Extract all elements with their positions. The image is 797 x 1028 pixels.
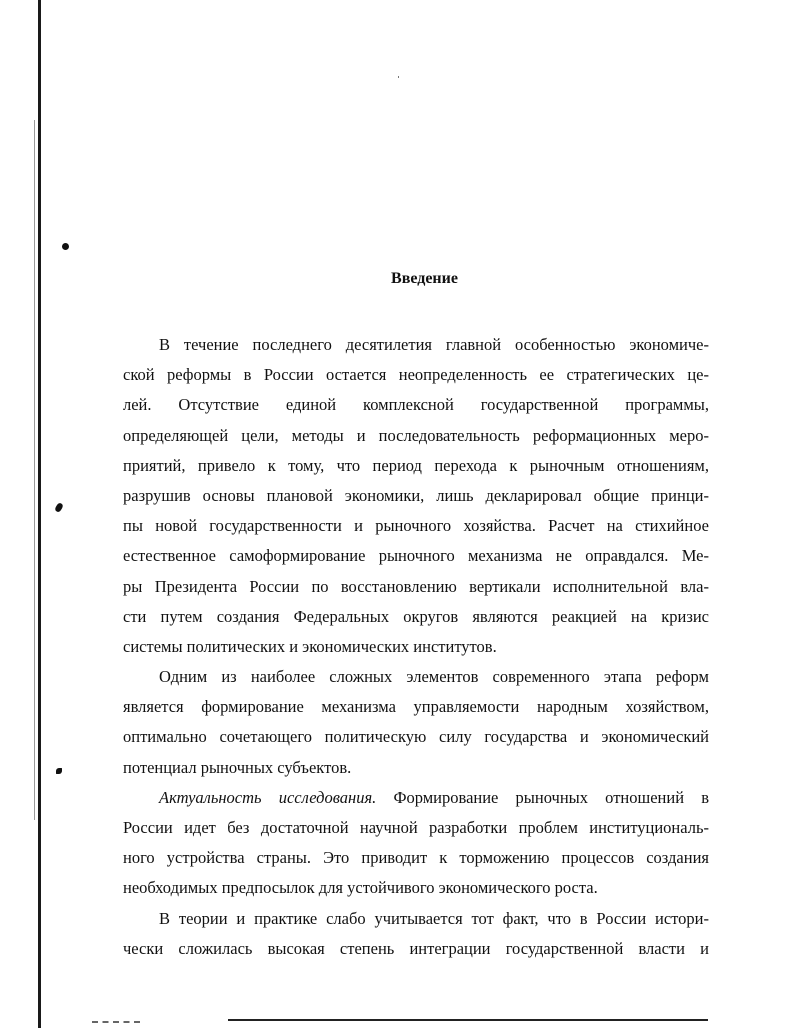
scan-speck xyxy=(54,502,64,513)
text-line: ры Президента России по восстановлению вертикали исполнительной вла- xyxy=(123,576,709,596)
scan-artifact-dash xyxy=(92,1021,140,1024)
text-line: определяющей цели, методы и последовательность реформационных меро- xyxy=(123,425,709,445)
text-line: В течение последнего десятилетия главной особенностью экономиче- xyxy=(159,335,709,354)
text-line: разрушив основы плановой экономики, лишь декларировал общие принци- xyxy=(123,485,709,505)
text-line: России идет без достаточной научной разработки проблем институциональ- xyxy=(123,818,709,837)
document-body xyxy=(123,330,709,964)
text-line: В теории и практике слабо учитывается тот факт, что в России истори- xyxy=(159,908,709,928)
scan-speck xyxy=(398,76,399,78)
text-line: ской реформы в России остается неопределенность ее стратегических це- xyxy=(123,365,709,385)
text-line: является формирование механизма управляемости народным хозяйством, xyxy=(123,697,709,717)
scan-speck xyxy=(56,768,62,774)
text-line-with-lead xyxy=(123,783,709,813)
text-line: чески сложилась высокая степень интеграции государственной власти и xyxy=(123,938,709,958)
text-line: лей. Отсутствие единой комплексной государственной программы, xyxy=(123,395,709,415)
page-title: Введение xyxy=(391,270,458,287)
scan-left-edge xyxy=(38,0,41,1028)
scan-artifact-line xyxy=(228,1019,708,1021)
text-line: приятий, привело к тому, что период перехода к рыночным отношениям, xyxy=(123,455,709,475)
text-line: естественное самоформирование рыночного механизма не оправдался. Ме- xyxy=(123,546,709,566)
text-line: системы политических и экономических институтов. xyxy=(123,636,497,656)
text-line: ного устройства страны. Это приводит к торможению процессов создания xyxy=(123,848,709,868)
scan-speck xyxy=(61,242,71,252)
text-line: потенциал рыночных субъектов. xyxy=(123,757,352,777)
section-lead: Актуальность исследования. xyxy=(159,787,377,807)
text-line: необходимых предпосылок для устойчивого экономического роста. xyxy=(123,878,598,898)
text-line: Одним из наиболее сложных элементов современного этапа реформ xyxy=(159,667,709,687)
text-fragment: Формирование рыночных отношений в xyxy=(376,787,709,807)
text-line: пы новой государственности и рыночного хозяйства. Расчет на стихийное xyxy=(123,516,709,536)
scan-edge-shadow xyxy=(34,120,35,820)
text-line: сти путем создания Федеральных округов являются реакцией на кризис xyxy=(123,606,709,626)
text-line: оптимально сочетающего политическую силу государства и экономический xyxy=(123,727,709,747)
